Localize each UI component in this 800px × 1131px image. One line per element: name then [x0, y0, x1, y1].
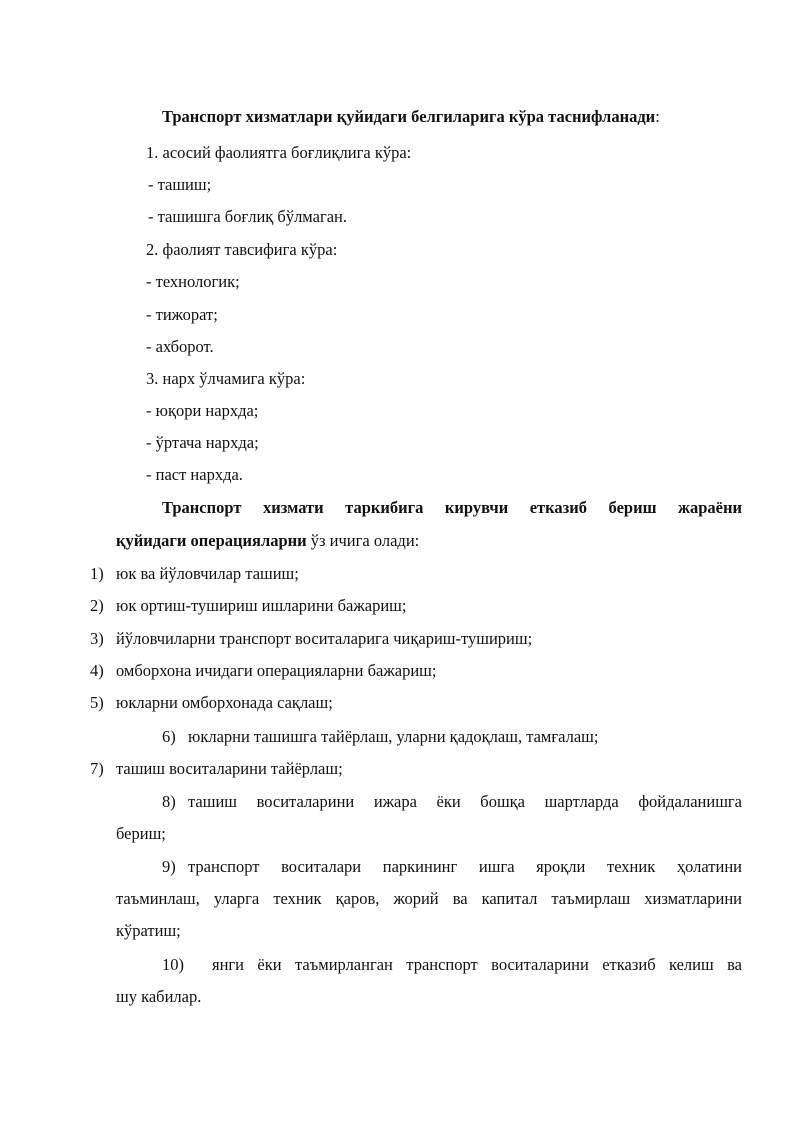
list-item: юк ва йўловчилар ташиш; [116, 564, 299, 583]
list-number: 5) [90, 693, 104, 712]
list-number: 2) [90, 596, 104, 615]
group2-item: - технологик; [146, 272, 240, 291]
group2-title: 2. фаолият тавсифига кўра: [146, 240, 338, 259]
heading-operations-line1: Транспорт хизмати таркибига кирувчи етказиб бериш жараёни [162, 498, 742, 517]
list-number: 3) [90, 629, 104, 648]
list-item: юк ортиш-тушириш ишларини бажариш; [116, 596, 407, 615]
heading-classification-bold: Транспорт хизматлари қуйидаги белгиларига кўра таснифланади [162, 107, 656, 126]
list-item: омборхона ичидаги операцияларни бажариш; [116, 661, 437, 680]
list-number: 1) [90, 564, 104, 583]
list-item: йўловчиларни транспорт воситаларига чиқариш-тушириш; [116, 629, 533, 648]
list-item-line2: таъминлаш, уларга техник қаров, жорий ва капитал таъмирлаш хизматларини [116, 889, 742, 908]
list-item: юкларни омборхонада сақлаш; [116, 693, 333, 712]
list-number: 9) [162, 857, 176, 876]
list-item-line1: транспорт воситалари паркининг ишга яроқли техник ҳолатини [188, 857, 742, 876]
list-item: юкларни ташишга тайёрлаш, уларни қадоқлаш, тамғалаш; [188, 727, 599, 746]
heading-operations-tail: ўз ичига олади: [306, 531, 420, 550]
group2-item: - ахборот. [146, 337, 214, 356]
heading-operations-bold: қуйидаги операцияларни [116, 531, 307, 550]
group1-item: - ташиш; [148, 175, 212, 194]
heading-classification [162, 106, 660, 128]
list-number: 7) [90, 759, 104, 778]
group1-title: 1. асосий фаолиятга боғлиқлига кўра: [146, 143, 412, 162]
group3-title: 3. нарх ўлчамига кўра: [146, 369, 306, 388]
list-item-line2: бериш; [116, 824, 166, 843]
group3-item: - юқори нархда; [146, 401, 259, 420]
heading-operations-line2 [116, 530, 419, 552]
group1-item: - ташишга боғлиқ бўлмаган. [148, 207, 348, 226]
list-item-line1: янги ёки таъмирланган транспорт воситаларини етказиб келиш ва [212, 955, 742, 974]
list-number: 8) [162, 792, 176, 811]
list-item-line3: кўратиш; [116, 921, 181, 940]
group3-item: - паст нархда. [146, 465, 243, 484]
group2-item: - тижорат; [146, 305, 218, 324]
list-item-line1: ташиш воситаларини ижара ёки бошқа шартларда фойдаланишга [188, 792, 742, 811]
list-item: ташиш воситаларини тайёрлаш; [116, 759, 343, 778]
list-number: 4) [90, 661, 104, 680]
list-item-line2: шу кабилар. [116, 987, 202, 1006]
list-number: 10) [162, 955, 184, 974]
list-number: 6) [162, 727, 176, 746]
group3-item: - ўртача нархда; [146, 433, 259, 452]
heading-classification-tail: : [655, 107, 660, 126]
